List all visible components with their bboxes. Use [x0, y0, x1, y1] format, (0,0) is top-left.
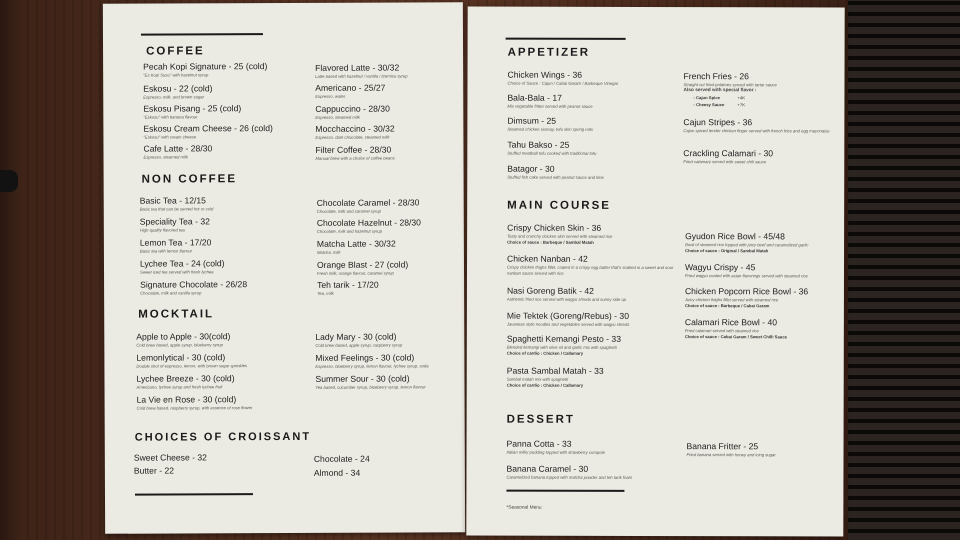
menu-item — [507, 334, 682, 357]
menu-item — [507, 223, 682, 246]
item-name: Pasta Sambal Matah - 33 — [506, 365, 604, 376]
menu-item — [683, 148, 858, 165]
item-desc: Cold brew based, apple syrup, raspberry syrup — [315, 342, 403, 348]
menu-item — [683, 71, 858, 88]
item-name: Cajun Stripes - 36 — [683, 117, 753, 128]
item-choice: Choice of sauce : Barbeque / Sambal Matah — [507, 239, 594, 245]
item-name: Americano - 25/27 — [315, 82, 386, 93]
item-desc: Tea, milk — [317, 290, 334, 296]
item-choice: Choice of cardio : Chicken / Callamary — [506, 350, 584, 356]
menu-item — [136, 331, 311, 349]
item-desc: Crispy chicken thighs fillet, coated in a crispy egg batter that's soaked in a sweet and sour nanban sauce served with rice — [506, 264, 674, 276]
item-desc: High quality flavored tea — [139, 227, 185, 233]
menu-item — [315, 352, 490, 370]
item-name: Chocolate Caramel - 28/30 — [316, 197, 420, 208]
top-rule — [506, 38, 626, 40]
item-desc: Stuffed meatball tofu cooked with traditional tofu — [507, 150, 597, 156]
section-heading-dessert: DESSERT — [506, 413, 575, 426]
item-desc: Espresso, blueberry syrup, lemon flavour, lychee syrup, soda — [315, 363, 429, 369]
item-name: Matcha Latte - 30/32 — [316, 238, 396, 249]
menu-item — [507, 286, 682, 303]
item-name: Lady Mary - 30 (cold) — [315, 331, 397, 342]
item-name: Spaghetti Kemangi Pesto - 33 — [506, 333, 622, 344]
menu-item — [507, 366, 682, 389]
item-name: Crispy Chicken Skin - 36 — [507, 222, 602, 233]
item-desc: Blended kemangi with olive oil and garlic mix with spaghetti — [506, 344, 617, 350]
item-desc: Javanese style noodles and vegetables served with wagyu shreds — [506, 321, 630, 327]
section-heading-appetizer: APPETIZER — [507, 46, 591, 59]
item-desc: Americano, lychee syrup and fresh lychee fruit — [136, 384, 223, 390]
menu-item — [685, 286, 860, 309]
item-name: Banana Fritter - 25 — [686, 441, 759, 452]
item-desc: Cold brew based, apple syrup, blueberry syrup — [136, 342, 223, 348]
item-desc: Juicy chicken thighs fillet served with steamed rice — [684, 297, 779, 303]
item-desc: Manual brew with a choice of coffee beans — [315, 155, 395, 161]
item-choice: Choice of cardio : Chicken / Callamary — [506, 382, 584, 388]
item-desc: Chocolate, milk and caramel syrup — [316, 208, 382, 214]
menu-item — [507, 93, 682, 110]
item-name: Chicken Popcorn Rice Bowl - 36 — [684, 286, 809, 297]
item-desc: "Eskosu" with banana flavour — [143, 114, 198, 120]
rattan-chair — [848, 0, 960, 540]
item-desc: Sambal matah mix with spaghetti — [506, 376, 569, 382]
item-desc: Espresso, steamed milk — [143, 154, 188, 160]
menu-item — [507, 164, 682, 181]
item-name: Gyudon Rice Bowl - 45/48 — [685, 231, 785, 242]
item-name: Lychee Breeze - 30 (cold) — [136, 373, 235, 384]
menu-item — [685, 317, 860, 340]
croissant-item: Butter - 22 — [133, 465, 175, 476]
item-name: Mixed Feelings - 30 (cold) — [315, 352, 415, 363]
item-name: Tahu Bakso - 25 — [507, 139, 570, 150]
item-name: Apple to Apple - 30(cold) — [136, 331, 231, 342]
menu-item — [685, 231, 860, 254]
item-desc: Sweet iced tea served with fresh lychee — [140, 269, 214, 275]
menu-item — [315, 62, 490, 80]
menu-item — [507, 116, 682, 133]
menu-item — [685, 262, 860, 279]
section-heading-croissant: CHOICES OF CROISSANT — [134, 430, 312, 444]
menu-item — [315, 82, 490, 100]
item-choice: Choice of sauce : Cabai Garam / Sweet Chilli Sauce — [684, 334, 788, 340]
item-desc: Bowl of steamed rice topped with juicy beef and caramelized garlic — [685, 242, 809, 248]
item-desc: Cajun spiced tender chicken finger served with french fries and egg mayonaise — [683, 128, 830, 134]
item-desc: Fried wagyu coated with asian flavorings served with steamed rice — [684, 273, 808, 279]
menu-item — [143, 61, 318, 79]
item-desc: "Es Kopi Susu" with hazelnut syrup — [143, 72, 209, 78]
menu-item — [687, 441, 862, 458]
item-name: Wagyu Crispy - 45 — [684, 262, 756, 273]
item-name: Nasi Goreng Batik - 42 — [506, 285, 594, 296]
item-desc: Straight cut fried potatoes served with tartar sauce — [683, 82, 777, 88]
item-desc: Espresso, dark chocolate, steamed milk — [315, 134, 390, 140]
bag-strap — [0, 170, 18, 192]
item-desc: Stuffed fish cake served with peanut sauce and lime — [507, 174, 604, 180]
item-desc: Choice of Sauce : Cajun / Cabai Garam / Barbeque Vinegar — [507, 80, 619, 86]
item-name: Flavored Latte - 30/32 — [315, 62, 400, 73]
item-name: Bala-Bala - 17 — [507, 92, 562, 103]
menu-item — [140, 195, 315, 213]
menu-item — [140, 237, 315, 255]
item-name: Teh tarik - 17/20 — [317, 279, 379, 290]
item-name: Chocolate Hazelnut - 28/30 — [316, 217, 421, 228]
section-heading-coffee: COFFEE — [146, 45, 205, 58]
option-price: +7K — [737, 102, 746, 108]
menu-item — [317, 238, 492, 256]
menu-item — [507, 439, 682, 456]
fries-note: Also served with special flavor : — [683, 88, 757, 94]
item-name: Cappuccino - 28/30 — [315, 103, 390, 114]
item-name: Eskosu Pisang - 25 (cold) — [143, 103, 242, 114]
menu-item — [507, 70, 682, 87]
fries-option — [693, 95, 773, 100]
item-name: Chicken Wings - 36 — [507, 69, 583, 80]
fries-option — [693, 102, 773, 107]
item-name: Calamari Rice Bowl - 40 — [684, 317, 778, 328]
item-name: Mie Tektek (Goreng/Rebus) - 30 — [506, 310, 630, 321]
option-price: +4K — [737, 95, 746, 101]
item-desc: Cold brew based, raspberry syrup, with essence of rose flower — [136, 405, 253, 411]
item-desc: Fried calamary served with sweet chili sauce — [683, 159, 767, 165]
option-label: - Cajun Spice — [693, 95, 720, 101]
menu-item — [315, 144, 490, 162]
item-name: Eskosu Cream Cheese - 26 (cold) — [143, 123, 273, 134]
item-name: Filter Coffee - 28/30 — [315, 144, 392, 155]
menu-page-drinks — [103, 2, 465, 534]
menu-item — [317, 197, 492, 215]
item-desc: "Eskosu" with cream cheese — [143, 134, 197, 140]
menu-item — [506, 464, 681, 481]
menu-item — [315, 123, 490, 141]
menu-item — [317, 259, 492, 277]
menu-item — [507, 140, 682, 157]
item-desc: Mix vegetable fritter served with peanut sauce — [507, 103, 593, 109]
menu-item — [683, 117, 858, 134]
item-name: Panna Cotta - 33 — [506, 438, 572, 449]
item-name: Signature Chocolate - 26/28 — [140, 279, 248, 290]
item-desc: Tasty and crunchy chicken skin served with steamed rice — [507, 233, 613, 239]
section-heading-non-coffee: NON COFFEE — [141, 173, 238, 186]
item-name: Eskosu - 22 (cold) — [143, 83, 213, 94]
item-name: Cafe Latte - 28/30 — [143, 143, 213, 154]
section-heading-mocktail: MOCKTAIL — [138, 308, 215, 321]
menu-item — [317, 279, 492, 297]
item-name: French Fries - 26 — [683, 71, 749, 82]
item-name: Basic Tea - 12/15 — [139, 195, 206, 206]
item-desc: Chocolate, milk and vanilla syrup — [140, 290, 202, 296]
item-desc: Authentic fried rice served with wagyu shreds and sunny side up — [506, 296, 627, 302]
item-desc: Chocolate, milk and hazelnut syrup — [316, 228, 383, 234]
item-name: La Vie en Rose - 30 (cold) — [136, 394, 237, 405]
item-desc: Basic tea with lemon flavour — [139, 248, 193, 254]
item-desc: Espresso, milk, and brown sugar — [143, 94, 205, 100]
item-name: Dimsum - 25 — [507, 115, 557, 126]
item-desc: Latte based with hazelnut / vanilla / tiramisu syrup — [315, 73, 408, 79]
bottom-rule — [135, 493, 253, 496]
menu-item — [140, 279, 315, 297]
seasonal-footnote: *Seasonal Menu — [506, 505, 542, 511]
table-edge — [0, 0, 22, 540]
menu-item — [315, 103, 490, 121]
item-desc: Fried banana served with honey and icing sugar — [686, 452, 776, 458]
menu-item — [315, 331, 490, 349]
menu-item — [140, 216, 315, 234]
item-name: Pecah Kopi Signature - 25 (cold) — [143, 61, 268, 72]
item-name: Speciality Tea - 32 — [139, 216, 210, 227]
item-name: Orange Blast - 27 (cold) — [316, 259, 409, 270]
menu-item — [140, 258, 315, 276]
item-desc: Espresso, steamed milk — [315, 114, 360, 120]
item-name: Lemonlytical - 30 (cold) — [136, 352, 226, 363]
item-desc: Double shot of espresso, lemon, with brown sugar sprinkles — [136, 363, 247, 369]
item-name: Mocchaccino - 30/32 — [315, 123, 395, 134]
bottom-rule — [506, 490, 624, 492]
croissant-item: Almond - 34 — [313, 467, 361, 478]
menu-page-food — [466, 7, 844, 537]
menu-item — [507, 311, 682, 328]
menu-item — [143, 123, 318, 141]
item-desc: Fried calamari served with steamed rice — [684, 328, 759, 334]
item-desc: Basic tea that can be served hot or cold — [139, 206, 214, 212]
item-desc: Fresh milk, orange flavour, caramel syrup — [317, 270, 394, 276]
item-desc: Italian milky pudding topped with strawberry compote — [506, 449, 606, 455]
menu-item — [143, 143, 318, 161]
item-choice: Choice of sauce : Barbeque / Cabai Garam — [684, 303, 770, 309]
menu-item — [507, 254, 682, 277]
menu-item — [137, 394, 312, 412]
menu-item — [136, 373, 311, 391]
menu-item — [136, 352, 311, 370]
top-rule — [141, 33, 263, 36]
item-desc: Steamed chicken siomay, tofu skin spring rolls — [507, 126, 593, 132]
item-desc: Espresso, water — [315, 93, 346, 99]
menu-item — [317, 217, 492, 235]
option-label: - Cheesy Sauce — [693, 102, 725, 108]
item-desc: Caramelized banana topped with matcha powder and teh tarik foam — [506, 474, 633, 480]
item-name: Crackling Calamari - 30 — [683, 148, 774, 159]
item-desc: Matcha, milk — [316, 249, 341, 255]
item-name: Chicken Nanban - 42 — [507, 253, 588, 264]
section-heading-main-course: MAIN COURSE — [507, 199, 611, 212]
menu-item — [315, 373, 490, 391]
item-name: Batagor - 30 — [507, 163, 555, 174]
croissant-item: Chocolate - 24 — [313, 453, 370, 464]
item-name: Lemon Tea - 17/20 — [139, 237, 212, 248]
item-desc: Tea based, cucumber syrup, blueberry syrup, lemon flavour — [315, 384, 426, 390]
item-name: Banana Caramel - 30 — [506, 463, 589, 474]
item-name: Lychee Tea - 24 (cold) — [139, 258, 225, 269]
menu-item — [143, 83, 318, 101]
item-choice: Choice of sauce : Original / Sambal Matah — [685, 248, 769, 254]
croissant-item: Sweet Cheese - 32 — [133, 452, 207, 463]
item-name: Summer Sour - 30 (cold) — [315, 373, 410, 384]
menu-item — [143, 103, 318, 121]
